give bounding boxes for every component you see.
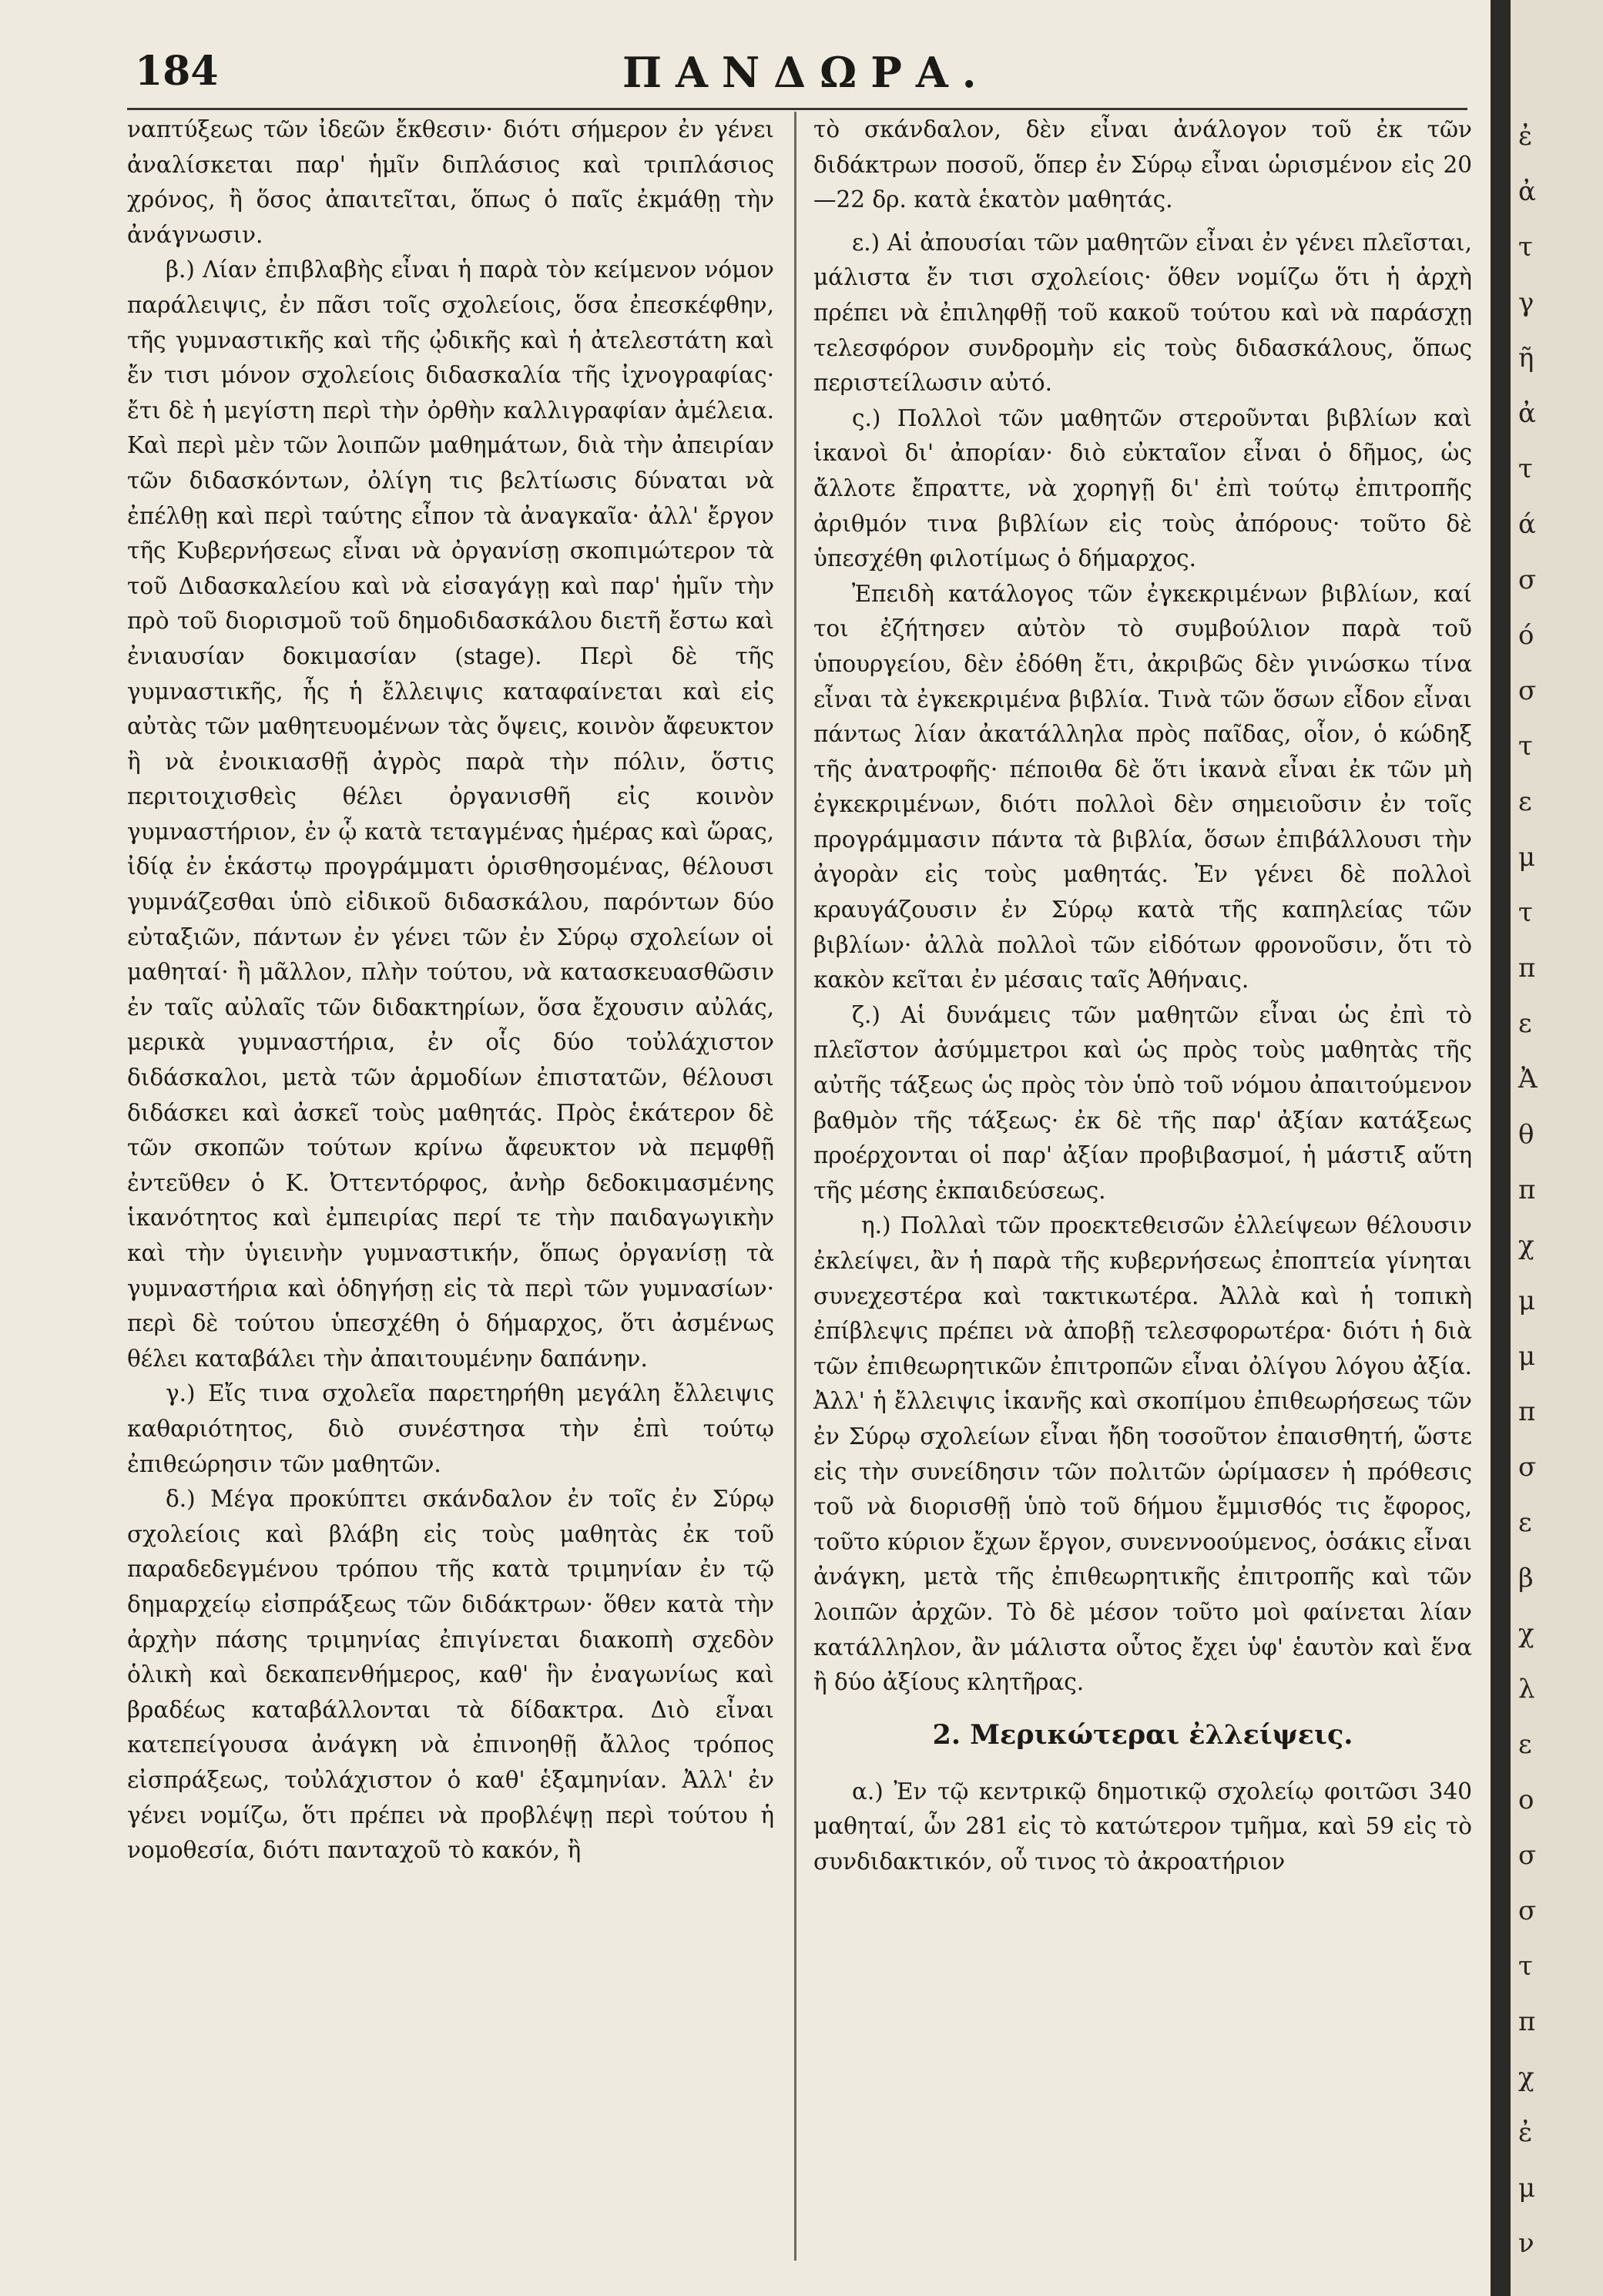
paragraph: α.) Ἐν τῷ κεντρικῷ δημοτικῷ σχολείῳ φοιτῶσι 340 μαθηταί, ὧν 281 εἰς τὸ κατώτερον τμῆμα, καὶ 59 εἰς τὸ συνδιδακτικόν, οὗ τινος τὸ ἀκροατήριον: [813, 1778, 1472, 1875]
adjacent-page-fragment: Ἀ: [1518, 1064, 1538, 1094]
paragraph: ς.) Πολλοὶ τῶν μαθητῶν στεροῦνται βιβλίων καὶ ἱκανοὶ δι' ἀπορίαν· διὸ εὐκταῖον εἶναι ὁ δῆμος, ὡς ἄλλοτε ἔπραττε, νὰ χορηγῇ δι' ἐπὶ τούτῳ ἐπιτροπῆς ἀριθμόν τινα βιβλίων εἰς τοὺς ἀπόρους· τοῦτο δὲ ὑπεσχέθη φιλοτίμως ὁ δήμαρχος.: [813, 404, 1472, 572]
adjacent-page-fragment: π: [1518, 1175, 1536, 1205]
adjacent-page-fragment: χ: [1518, 2062, 1534, 2093]
adjacent-page-fragment: τ: [1518, 731, 1533, 762]
paragraph: η.) Πολλαὶ τῶν προεκτεθεισῶν ἐλλείψεων θέλουσιν ἐκλείψει, ἂν ἡ παρὰ τῆς κυβερνήσεως ἐποπτεία γίνηται συνεχεστέρα καὶ τακτικωτέρα. Ἀλλὰ καὶ ἡ τοπικὴ ἐπίβλεψις πρέπει νὰ ἀποβῇ τελεσφορωτέρα· διότι ἡ διὰ τῶν ἐπιθεωρητικῶν ἐπιτροπῶν εἶναι ὀλίγου λόγου ἀξία. Ἀλλ' ἡ ἔλλειψις ἱκανῆς καὶ σκοπίμου ἐπιθεωρήσεως τῶν ἐν Σύρῳ σχολείων εἶναι ἤδη τοσοῦτον ἐπαισθητή, ὥστε εἰς τὴν συνείδησιν τῶν πολιτῶν ὡρίμασεν ἡ πρόθεσις τοῦ νὰ διορισθῇ ὑπὸ τοῦ δήμου ἔμμισθός τις ἔφορος, τοῦτο κύριον ἔχων ἔργον, συνεννοούμενος, ὁσάκις εἶναι ἀνάγκη, μετὰ τῆς ἐπιθεωρητικῆς ἐπιτροπῆς καὶ τῶν λοιπῶν ἀρχῶν. Τὸ δὲ μέσον τοῦτο μοὶ φαίνεται λίαν κατάλληλον, ἂν μάλιστα οὗτος ἔχει ὑφ' ἑαυτὸν καὶ ἕνα ἢ δύο ἀξίους κλητῆρας.: [813, 1212, 1472, 1696]
adjacent-page-fragment: ά: [1518, 509, 1536, 540]
adjacent-page-fragment: ἐ: [1518, 121, 1533, 152]
adjacent-page-fragment: μ: [1518, 1285, 1536, 1316]
adjacent-page-fragment: γ: [1518, 287, 1534, 318]
adjacent-page-fragment: ἐ: [1518, 2117, 1533, 2148]
paragraph: γ.) Εἴς τινα σχολεῖα παρετηρήθη μεγάλη ἔλλειψις καθαριότητος, διὸ συνέστησα τὴν ἐπὶ τούτῳ ἐπιθεώρησιν τῶν μαθητῶν.: [127, 1380, 774, 1477]
adjacent-page-fragment: μ: [1518, 2173, 1536, 2204]
adjacent-page-fragment: β: [1518, 1563, 1534, 1594]
adjacent-page-fragment: ε: [1518, 1729, 1532, 1760]
paragraph: τὸ σκάνδαλον, δὲν εἶναι ἀνάλογον τοῦ ἐκ τῶν διδάκτρων ποσοῦ, ὅπερ ἐν Σύρῳ εἶναι ὡρισμένον εἰς 20—22 δρ. κατὰ ἑκατὸν μαθητάς.: [813, 116, 1472, 213]
paragraph: ζ.) Αἱ δυνάμεις τῶν μαθητῶν εἶναι ὡς ἐπὶ τὸ πλεῖστον ἀσύμμετροι καὶ ὡς πρὸς τοὺς μαθητὰς τῆς αὐτῆς τάξεως ὡς πρὸς τὸν ὑπὸ τοῦ νόμου ἀπαιτούμενον βαθμὸν τῆς τάξεως· ἐκ δὲ τῆς παρ' ἀξίαν κατάξεως προέρχονται οἱ παρ' ἀξίαν προβιβασμοί, ἡ μάστιξ αὕτη τῆς μέσης ἐκπαιδεύσεως.: [813, 1001, 1472, 1204]
adjacent-page-fragment: π: [1518, 953, 1536, 984]
paragraph: ε.) Αἱ ἀπουσίαι τῶν μαθητῶν εἶναι ἐν γένει πλεῖσται, μάλιστα ἔν τισι σχολείοις· ὅθεν νομίζω ὅτι ἡ ἀρχὴ πρέπει νὰ ἐπιληφθῇ τοῦ κακοῦ τούτου καὶ νὰ παράσχῃ τελεσφόρον συνδρομὴν εἰς τοὺς διδασκάλους, ὅπως περιστείλωσιν αὐτό.: [813, 229, 1472, 397]
adjacent-page-fragment: χ: [1518, 1618, 1534, 1649]
adjacent-page-fragment: ε: [1518, 1008, 1532, 1039]
adjacent-page-fragment: ε: [1518, 786, 1532, 817]
adjacent-page-fragment: σ: [1518, 1895, 1537, 1926]
adjacent-page-edge: [1511, 0, 1603, 2296]
adjacent-page-fragment: ἀ: [1518, 398, 1536, 429]
book-gutter: [1491, 0, 1511, 2296]
adjacent-page-fragment: τ: [1518, 232, 1533, 263]
adjacent-page-fragment: σ: [1518, 675, 1537, 706]
page-number: 184: [135, 48, 219, 95]
adjacent-page-fragment: ο: [1518, 1785, 1534, 1815]
adjacent-page-fragment: ῆ: [1518, 343, 1534, 374]
adjacent-page-fragment: σ: [1518, 565, 1537, 595]
paragraph: δ.) Μέγα προκύπτει σκάνδαλον ἐν τοῖς ἐν Σύρῳ σχολείοις καὶ βλάβη εἰς τοὺς μαθητὰς ἐκ τοῦ παραδεδεγμένου τρόπου τῆς κατὰ τριμηνίαν ἐν τῷ δημαρχείῳ εἰσπράξεως τῶν διδάκτρων· ὅθεν κατὰ τὴν ἀρχὴν πάσης τριμηνίας ἐπιγίνεται διακοπὴ σχεδὸν ὁλικὴ καὶ δεκαπενθήμερος, καθ' ἣν ἐναγωνίως καὶ βραδέως καταβάλλονται τὰ δίδακτρα. Διὸ εἶναι κατεπείγουσα ἀνάγκη νὰ ἐπινοηθῇ ἄλλος τρόπος εἰσπράξεως, τοὐλάχιστον ὁ καθ' ἑξαμηνίαν. Ἀλλ' ἐν γένει νομίζω, ὅτι πρέπει νὰ προβλέψῃ περὶ τούτου ἡ νομοθεσία, διότι πανταχοῦ τὸ κακόν, ἢ: [127, 1486, 774, 1864]
adjacent-page-fragment: π: [1518, 1396, 1536, 1427]
adjacent-page-fragment: σ: [1518, 1452, 1537, 1483]
paragraph: β.) Λίαν ἐπιβλαβὴς εἶναι ἡ παρὰ τὸν κείμενον νόμον παράλειψις, ἐν πᾶσι τοῖς σχολείοις, ὅσα ἐπεσκέφθην, τῆς γυμναστικῆς καὶ τῆς ᾠδικῆς καὶ ἡ ἀτελεστάτη καὶ ἔν τισι μόνον σχολείοις διδασκαλία τῆς ἰχνογραφίας· ἔτι δὲ ἡ μεγίστη περὶ τὴν ὀρθὴν καλλιγραφίαν ἀμέλεια. Καὶ περὶ μὲν τῶν λοιπῶν μαθημάτων, διὰ τὴν ἀπειρίαν τῶν διδασκόντων, ὀλίγη τις βελτίωσις δύναται νὰ ἐπέλθῃ καὶ περὶ ταύτης εἶπον τὰ ἀναγκαῖα· ἀλλ' ἔργον τῆς Κυβερνήσεως εἶναι νὰ ὀργανίσῃ σκοπιμώτερον τὰ τοῦ Διδασκαλείου καὶ νὰ εἰσαγάγῃ καὶ παρ' ἡμῖν τὴν πρὸ τοῦ διορισμοῦ τοῦ δημοδιδασκάλου διετῆ ἔστω καὶ ἐνιαυσίαν δοκιμασίαν (stage). Περὶ δὲ τῆς γυμναστικῆς, ἧς ἡ ἔλλειψις καταφαίνεται καὶ εἰς αὐτὰς τῶν μαθητευομένων τὰς ὄψεις, κοινὸν ἄφευκτον ἢ νὰ ἐνοικιασθῇ ἀγρὸς παρὰ τὴν πόλιν, ὅστις περιτοιχισθεὶς θέλει ὀργανισθῆ εἰς κοινὸν γυμναστήριον, ἐν ᾧ κατὰ τεταγμένας ἡμέρας καὶ ὥρας, ἰδίᾳ ἐν ἑκάστῳ προγράμματι ὁρισθησομένας, θέλουσι γυμνάζεσθαι ὑπὸ εἰδικοῦ διδασκάλου, παρόντων δύο εὐταξιῶν, πάντων ἐν γένει τῶν ἐν Σύρῳ σχολείων οἱ μαθηταί· ἢ μᾶλλον, πλὴν τούτου, νὰ κατασκευασθῶσιν ἐν ταῖς αὐλαῖς τῶν διδακτηρίων, ὅσα ἔχουσιν αὐλάς, μερικὰ γυμναστήρια, ἐν οἷς δύο τοὐλάχιστον διδάσκαλοι, μετὰ τῶν ἁρμοδίων ἐπιστατῶν, θέλουσι διδάσκει καὶ ἀσκεῖ τοὺς μαθητάς. Πρὸς ἑκάτερον δὲ τῶν σκοπῶν τούτων κρίνω ἄφευκτον νὰ πεμφθῇ ἐντεῦθεν ὁ Κ. Ὀττεντόρφος, ἀνὴρ δεδοκιμασμένης ἱκανότητος καὶ ἐμπειρίας περί τε τὴν παιδαγωγικὴν καὶ τὴν ὑγιεινὴν γυμναστικήν, ὅπως ὀργανίσῃ τὰ γυμναστήρια καὶ ὁδηγήσῃ εἰς τὰ περὶ τῶν γυμνασίων· περὶ δὲ τούτου ὑπεσχέθη ὁ δήμαρχος, ὅτι ἀσμένως θέλει καταβάλει τὴν ἀπαιτουμένην δαπάνην.: [127, 256, 774, 1372]
running-title: ΠΑΝΔΩΡΑ.: [622, 48, 991, 97]
adjacent-page-fragment: ν: [1518, 2228, 1534, 2259]
section-heading: 2. Μερικώτεραι ἐλλείψεις.: [932, 1718, 1353, 1751]
adjacent-page-fragment: τ: [1518, 897, 1533, 928]
page-header: [0, 48, 1491, 102]
adjacent-page-fragment: χ: [1518, 1230, 1534, 1261]
adjacent-page-fragment: σ: [1518, 1840, 1537, 1871]
adjacent-page-fragment: θ: [1518, 1119, 1534, 1150]
adjacent-page-fragment: ε: [1518, 1507, 1532, 1538]
right-column: [813, 112, 1472, 1880]
adjacent-page-fragment: μ: [1518, 1341, 1536, 1372]
paragraph: ναπτύξεως τῶν ἰδεῶν ἔκθεσιν· διότι σήμερον ἐν γένει ἀναλίσκεται παρ' ἡμῖν διπλάσιος καὶ τριπλάσιος χρόνος, ἢ ὅσος ἀπαιτεῖται, ὅπως ὁ παῖς ἐκμάθῃ τὴν ἀνάγνωσιν.: [127, 116, 774, 248]
adjacent-page-fragment: ἀ: [1518, 176, 1536, 207]
adjacent-page-fragment: τ: [1518, 1951, 1533, 1982]
adjacent-page-fragment: τ: [1518, 454, 1533, 484]
adjacent-page-fragment: μ: [1518, 842, 1536, 873]
column-divider: [794, 112, 796, 2261]
paragraph: Ἐπειδὴ κατάλογος τῶν ἐγκεκριμένων βιβλίων, καί τοι ἐζήτησεν αὐτὸν τὸ συμβούλιον παρὰ τοῦ ὑπουργείου, δὲν ἐδόθη ἔτι, ἀκριβῶς δὲν γινώσκω τίνα εἶναι τὰ ἐγκεκριμένα βιβλία. Τινὰ τῶν ὅσων εἶδον εἶναι πάντως λίαν ἀκατάλληλα πρὸς παῖδας, οἷον, ὁ κώδηξ τῆς ἀνατροφῆς· πέποιθα δὲ ὅτι ἱκανὰ εἶναι ἐκ τῶν μὴ ἐγκεκριμένων, διότι πολλοὶ δὲν σημειοῦσιν ἐν τοῖς προγράμμασιν πάντα τὰ βιβλία, ὅσων ἐπιβάλλουσι τὴν ἀγορὰν εἰς τοὺς μαθητάς. Ἐν γένει δὲ πολλοὶ κραυγάζουσιν ἐν Σύρῳ κατὰ τῆς καπηλείας τῶν βιβλίων· ἀλλὰ πολλοὶ τῶν εἰδότων φρονοῦσιν, ὅτι τὸ κακὸν κεῖται ἐν μέσαις ταῖς Ἀθήναις.: [813, 580, 1472, 994]
header-rule: [127, 108, 1467, 110]
adjacent-page-fragment: ό: [1518, 620, 1534, 651]
adjacent-page-fragment: λ: [1518, 1674, 1535, 1704]
adjacent-page-fragment: π: [1518, 2006, 1536, 2037]
left-column: [127, 112, 774, 1869]
